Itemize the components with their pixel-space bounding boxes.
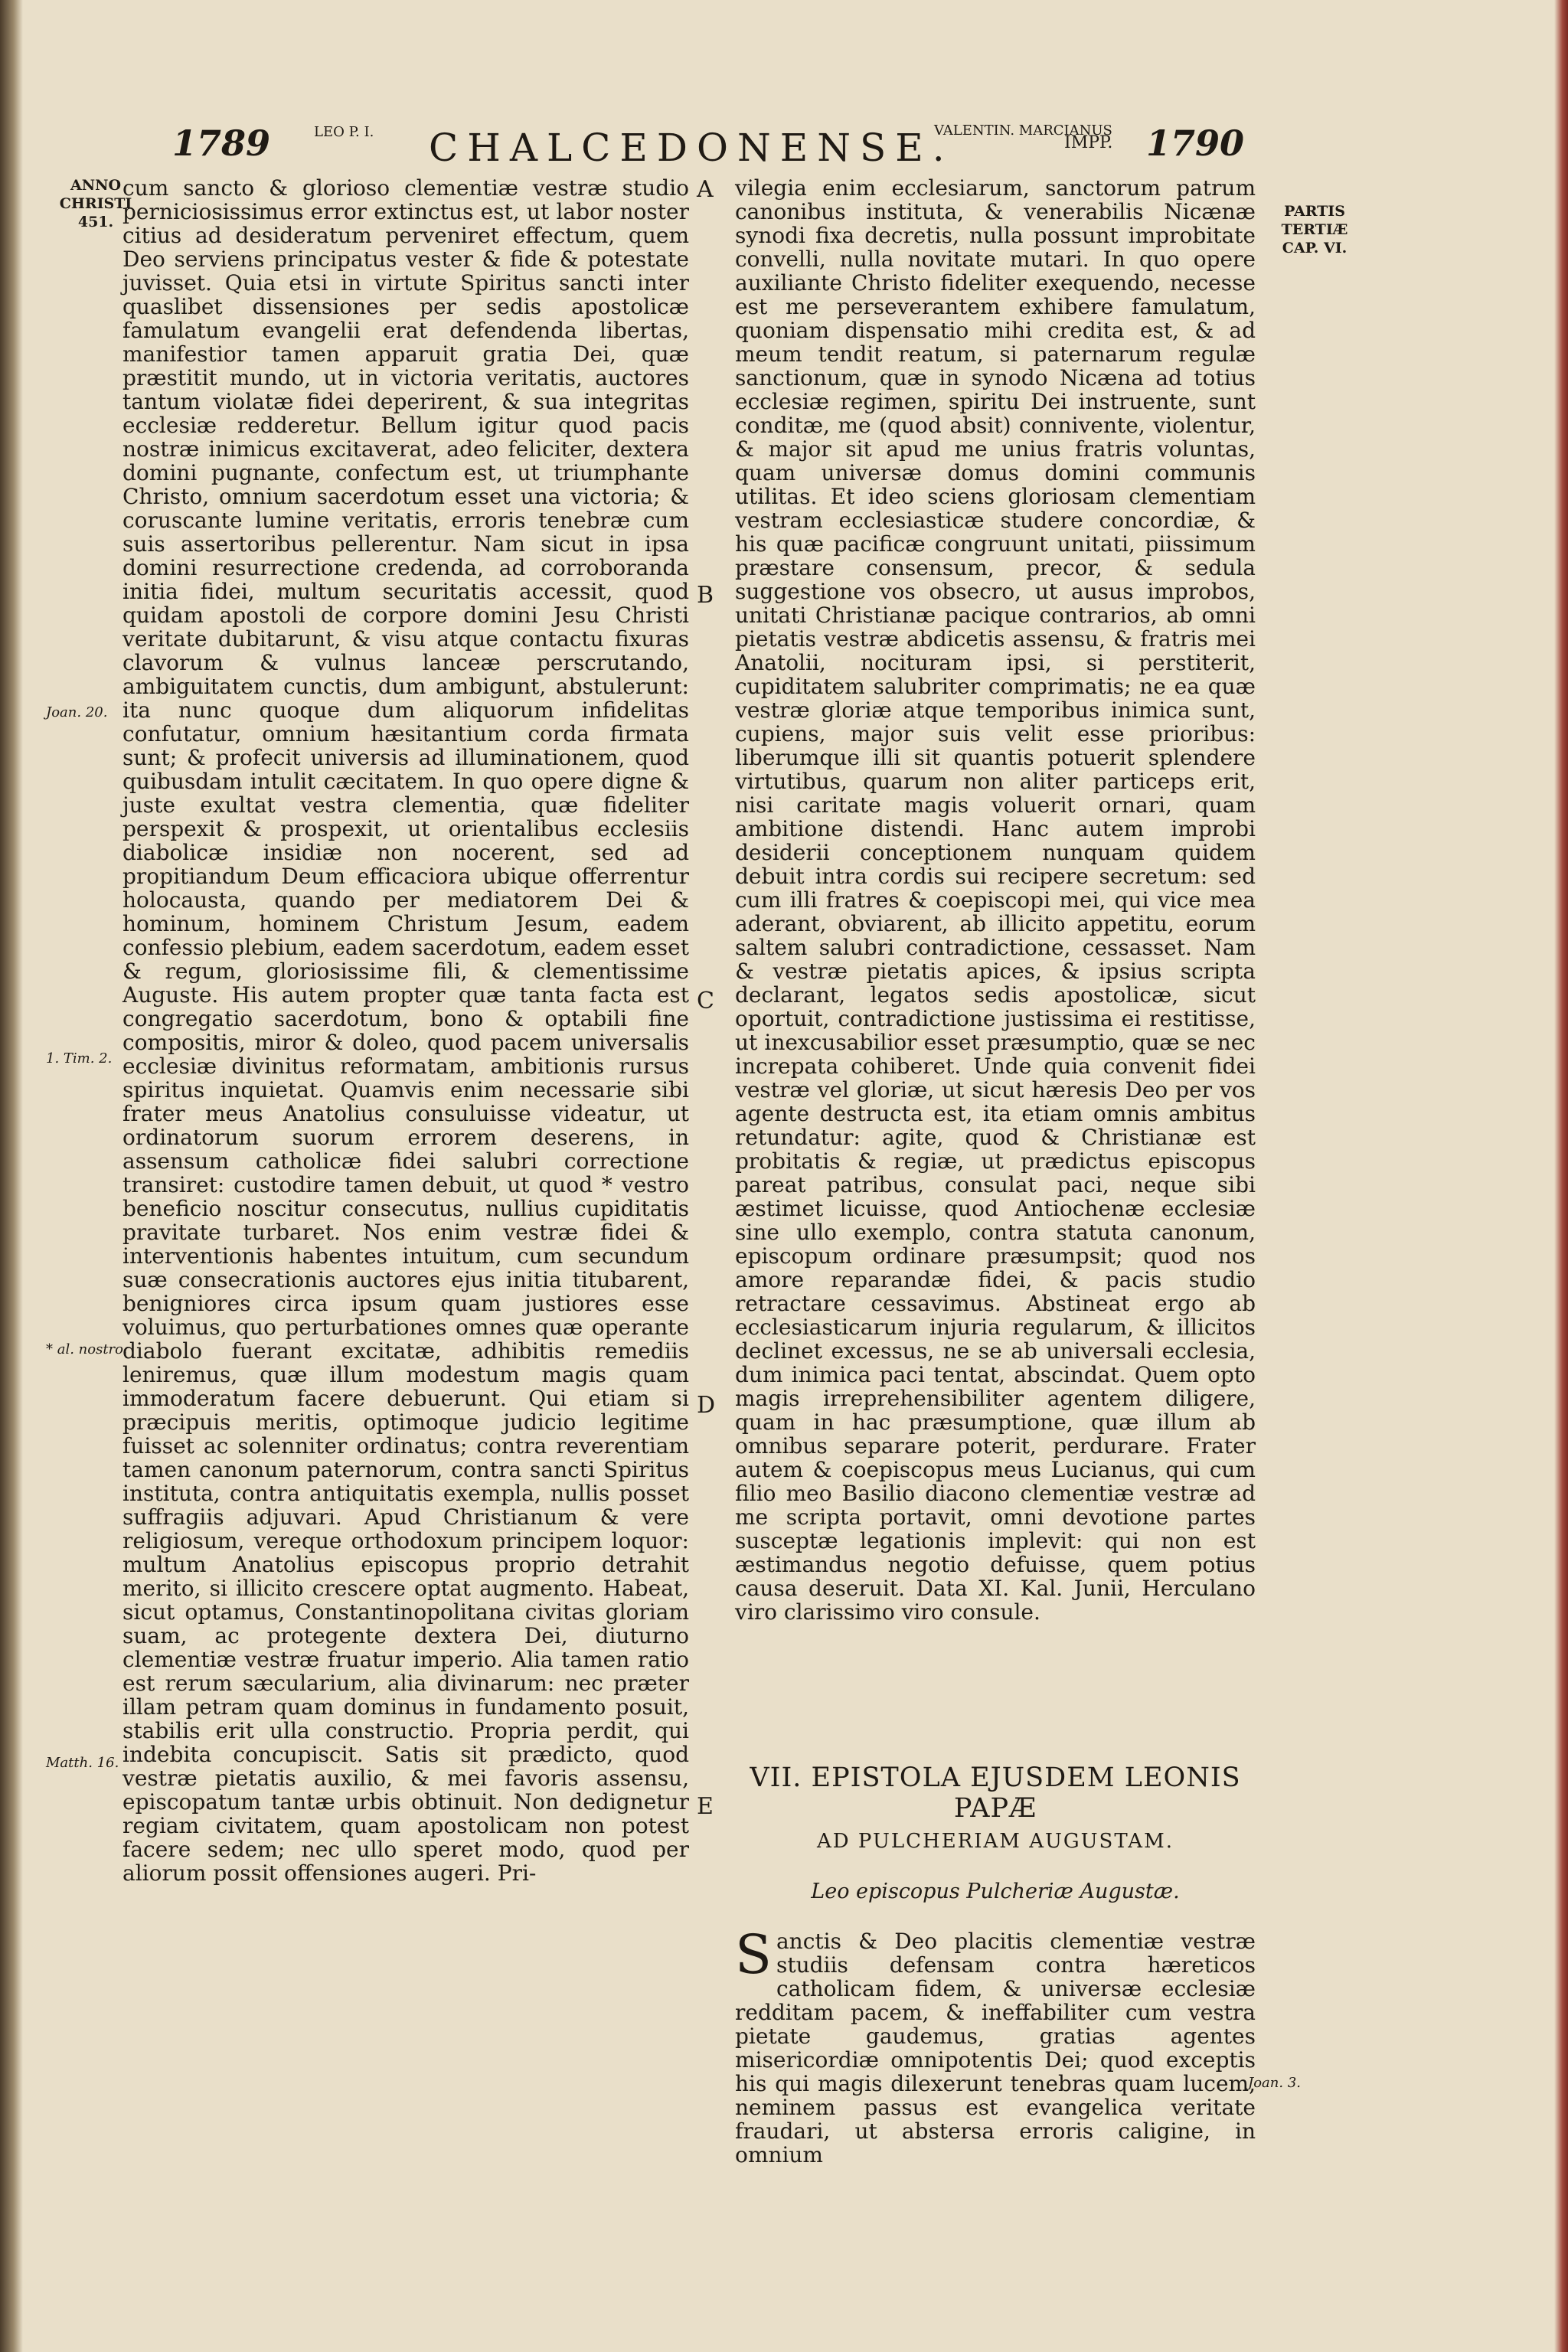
header-pope-label: LEO P. I.	[314, 124, 374, 140]
margin-note-al-nostro: * al. nostro.	[46, 1341, 128, 1357]
left-column-text: cum sancto & glorioso clementiæ vestræ studio perniciosissimus error extinctus est, ut labor noster citius ad desideratum perveniret effectum, quem Deo serviens principatus vester & fide & potestate juvisset. Quia etsi in virtute Spiritus sancti inter quaslibet dissensiones per sedis apostolicæ famulatum evangelii erat defendenda libertas, manifestior tamen apparuit gratia Dei, quæ præstitit mundo, ut in victoria veritatis, auctores tantum violatæ fidei deperirent, & sua integritas ecclesiæ redderetur. Bellum igitur quod pacis nostræ inimicus excitaverat, adeo feliciter, dextera domini pugnante, confectum est, ut triumphante Christo, omnium sacerdotum esset una victoria; & coruscante lumine veritatis, erroris tenebræ cum suis assertoribus pellerentur. Nam sicut in ipsa domini resurrectione credenda, ad corroboranda initia fidei, multum securitatis accessit, quod quidam apostoli de corpore domini Jesu Christi veritate dubitarunt, & visu atque contactu fixuras clavorum & vulnus lanceæ perscrutando, ambiguitatem cunctis, dum ambigunt, abstulerunt: ita nunc quoque dum aliquorum infidelitas confutatur, omnium hæsitantium corda firmata sunt; & profecit universis ad illuminationem, quod quibusdam intulit cæcitatem. In quo opere digne & juste exultat vestra clementia, quæ fideliter perspexit & prospexit, ut orientalibus ecclesiis diabolicæ insidiæ non nocerent, sed ad propitiandum Deum efficaciora ubique offerrentur holocausta, quando per mediatorem Dei & hominum, hominem Christum Jesum, eadem confessio plebium, eadem sacerdotum, eadem esset & regum, gloriosissime fili, & clementissime Auguste. His autem propter quæ tanta facta est congregatio sacerdotum, bono & optabili fine compositis, miror & doleo, quod pacem universalis ecclesiæ divinitus reformatam, ambitionis rursus spiritus inquietat. Quamvis enim necessarie sibi frater meus Anatolius consuluisse videatur, ut ordinatorum suorum errorem deserens, in assensum catholicæ fidei salubri correctione transiret: custodire tamen debuit, ut quod * vestro beneficio noscitur consecutus, nullius cupiditatis pravitate turbaret. Nos enim vestræ fidei & interventionis habentes intuitum, cum secundum suæ consecrationis auctores ejus initia titubarent, benigniores circa ipsum quam justiores esse voluimus, quo perturbationes omnes quæ operante diabolo fuerant excitatæ, adhibitis remediis leniremus, quæ illum modestum magis quam immoderatum facere debuerunt. Qui etiam si præcipuis meritis, optimoque judicio legitime fuisset ac solenniter ordinatus; contra reverentiam tamen canonum paternorum, contra sancti Spiritus instituta, contra antiquitatis exempla, nullis posset suffragiis adjuvari. Apud Christianum & vere religiosum, vereque orthodoxum principem loquor: multum Anatolius episcopus proprio detrahit merito, si illicito crescere optat augmento. Habeat, sicut optamus, Constantinopolitana civitas gloriam suam, ac protegente dextera Dei, diuturno clementiæ vestræ fruatur imperio. Alia tamen ratio est rerum sæcularium, alia divinarum: nec præter illam petram quam dominus in fundamento posuit, stabilis erit ulla constructio. Propria perdit, qui indebita concupiscit. Satis sit prædicto, quod vestræ pietatis auxilio, & mei favoris assensu, episcopatum tantæ urbis obtinuit. Non dedignetur regiam civitatem, quam apostolicam non potest facere sedem; nec ullo speret modo, quod per aliorum possit offensiones augeri. Pri-	[122, 175, 689, 1886]
section-letter-a: A	[697, 176, 714, 203]
page-title: CHALCEDONENSE.	[429, 126, 954, 170]
right-column-text: vilegia enim ecclesiarum, sanctorum patrum canonibus instituta, & venerabilis Nicænæ synodi fixa decretis, nulla possunt improbitate convelli, nulla novitate mutari. In quo opere auxiliante Christo fideliter exequendo, necesse est me perseverantem exhibere famulatum, quoniam dispensatio mihi credita est, & ad meum tendit reatum, si paternarum regulæ sanctionum, quæ in synodo Nicæna ad totius ecclesiæ regimen, spiritu Dei instruente, sunt conditæ, me (quod absit) connivente, violentur, & major sit apud me unius fratris voluntas, quam universæ domus domini communis utilitas. Et ideo sciens gloriosam clementiam vestram ecclesiasticæ studere concordiæ, & his quæ pacificæ congruunt unitati, piissimum præstare consensum, precor, & sedula suggestione vos obsecro, ut ausus improbos, unitati Christianæ pacique contrarios, ab omni pietatis vestræ abdicetis assensu, & fratris mei Anatolii, nocituram ipsi, si perstiterit, cupiditatem salubriter comprimatis; ne ea quæ vestræ gloriæ atque temporibus inimica sunt, cupiens, major suis velit esse prioribus: liberumque illi sit quantis potuerit splendere virtutibus, quarum non aliter particeps erit, nisi caritate magis voluerit ornari, quam ambitione distendi. Hanc autem improbi desiderii conceptionem nunquam quidem debuit intra cordis sui recipere secretum: sed cum illi fratres & coepiscopi mei, qui vice mea aderant, obviarent, ab illicito appetitu, eorum saltem salubri contradictione, cessasset. Nam & vestræ pietatis apices, & ipsius scripta declarant, legatos sedis apostolicæ, sicut oportuit, contradictione justissima ei restitisse, ut inexcusabilior esset præsumptio, quæ se nec increpata cohiberet. Unde quia convenit fidei vestræ vel gloriæ, ut sicut hæresis Deo per vos agente destructa est, ita etiam omnis ambitus retundatur: agite, quod & Christianæ est probitatis & regiæ, ut prædictus episcopus pareat patribus, consulat paci, neque sibi æstimet licuisse, quod Antiochenæ ecclesiæ sine ullo exemplo, contra statuta canonum, episcopum ordinare præsumpsit; quod nos amore reparandæ fidei, & pacis studio retractare cessavimus. Abstineat ergo ab ecclesiasticarum injuria regularum, & illicitos declinet excessus, ne se ab universali ecclesia, dum inimica paci tentat, abscindat. Quem opto magis irreprehensibiliter agentem diligere, quam in hac præsumptione, quæ illum ab omnibus separare poterit, perdurare. Frater autem & coepiscopus meus Lucianus, qui cum filio meo Basilio diacono clementiæ vestræ ad me scripta portavit, omni devotione partes susceptæ legationis implevit: qui non est æstimandus negotio defuisse, quem potius causa deseruit. Data XI. Kal. Junii, Herculano viro clarissimo viro consule.	[735, 175, 1256, 1625]
page-number-left: 1789	[172, 122, 271, 164]
margin-ref-matth-16: Matth. 16.	[46, 1755, 119, 1771]
margin-anno-christi: ANNO CHRISTI 451.	[59, 177, 132, 230]
header-impp-label: IMPP.	[1064, 133, 1113, 152]
page-header	[165, 115, 1252, 176]
margin-ref-1-tim-2: 1. Tim. 2.	[46, 1050, 113, 1067]
epistle-body-text: anctis & Deo placitis clementiæ vestræ studiis defensam contra hæreticos catholicam fidem, & universæ ecclesiæ redditam pacem, & ineffabiliter cum vestra pietate gaudemus, gratias agentes misericordiæ omnipotentis Dei; quod exceptis his qui magis dilexerunt tenebras quam lucem, neminem passus est evangelica veritate fraudari, ut abstersa erroris caligine, in omnium	[735, 1929, 1256, 2167]
page-number-right: 1790	[1145, 122, 1244, 164]
epistle-salutation: Leo episcopus Pulcheriæ Augustæ.	[811, 1880, 1180, 1903]
epistle-body	[735, 1923, 1256, 2167]
margin-ref-joan-3: Joan. 3.	[1248, 2075, 1301, 2091]
margin-ref-joan-20: Joan. 20.	[46, 704, 108, 720]
header-emperors-label: VALENTIN. MARCIANUS	[934, 122, 1112, 139]
drop-cap: S	[735, 1923, 772, 1986]
section-letter-c: C	[697, 988, 714, 1014]
left-text-column	[122, 176, 689, 1885]
epistle-heading: VII. EPISTOLA EJUSDEM LEONIS PAPÆ	[750, 1762, 1241, 1824]
epistle-address: AD PULCHERIAM AUGUSTAM.	[817, 1830, 1174, 1853]
book-edge-right	[1554, 0, 1568, 2352]
section-letter-b: B	[697, 582, 714, 609]
section-letter-d: D	[697, 1392, 716, 1419]
section-letter-e: E	[697, 1793, 714, 1820]
book-gutter-left	[0, 0, 23, 2352]
margin-partis-tertiae: PARTIS TERTIÆ CAP. VI.	[1281, 203, 1348, 256]
right-text-column	[735, 176, 1256, 1624]
